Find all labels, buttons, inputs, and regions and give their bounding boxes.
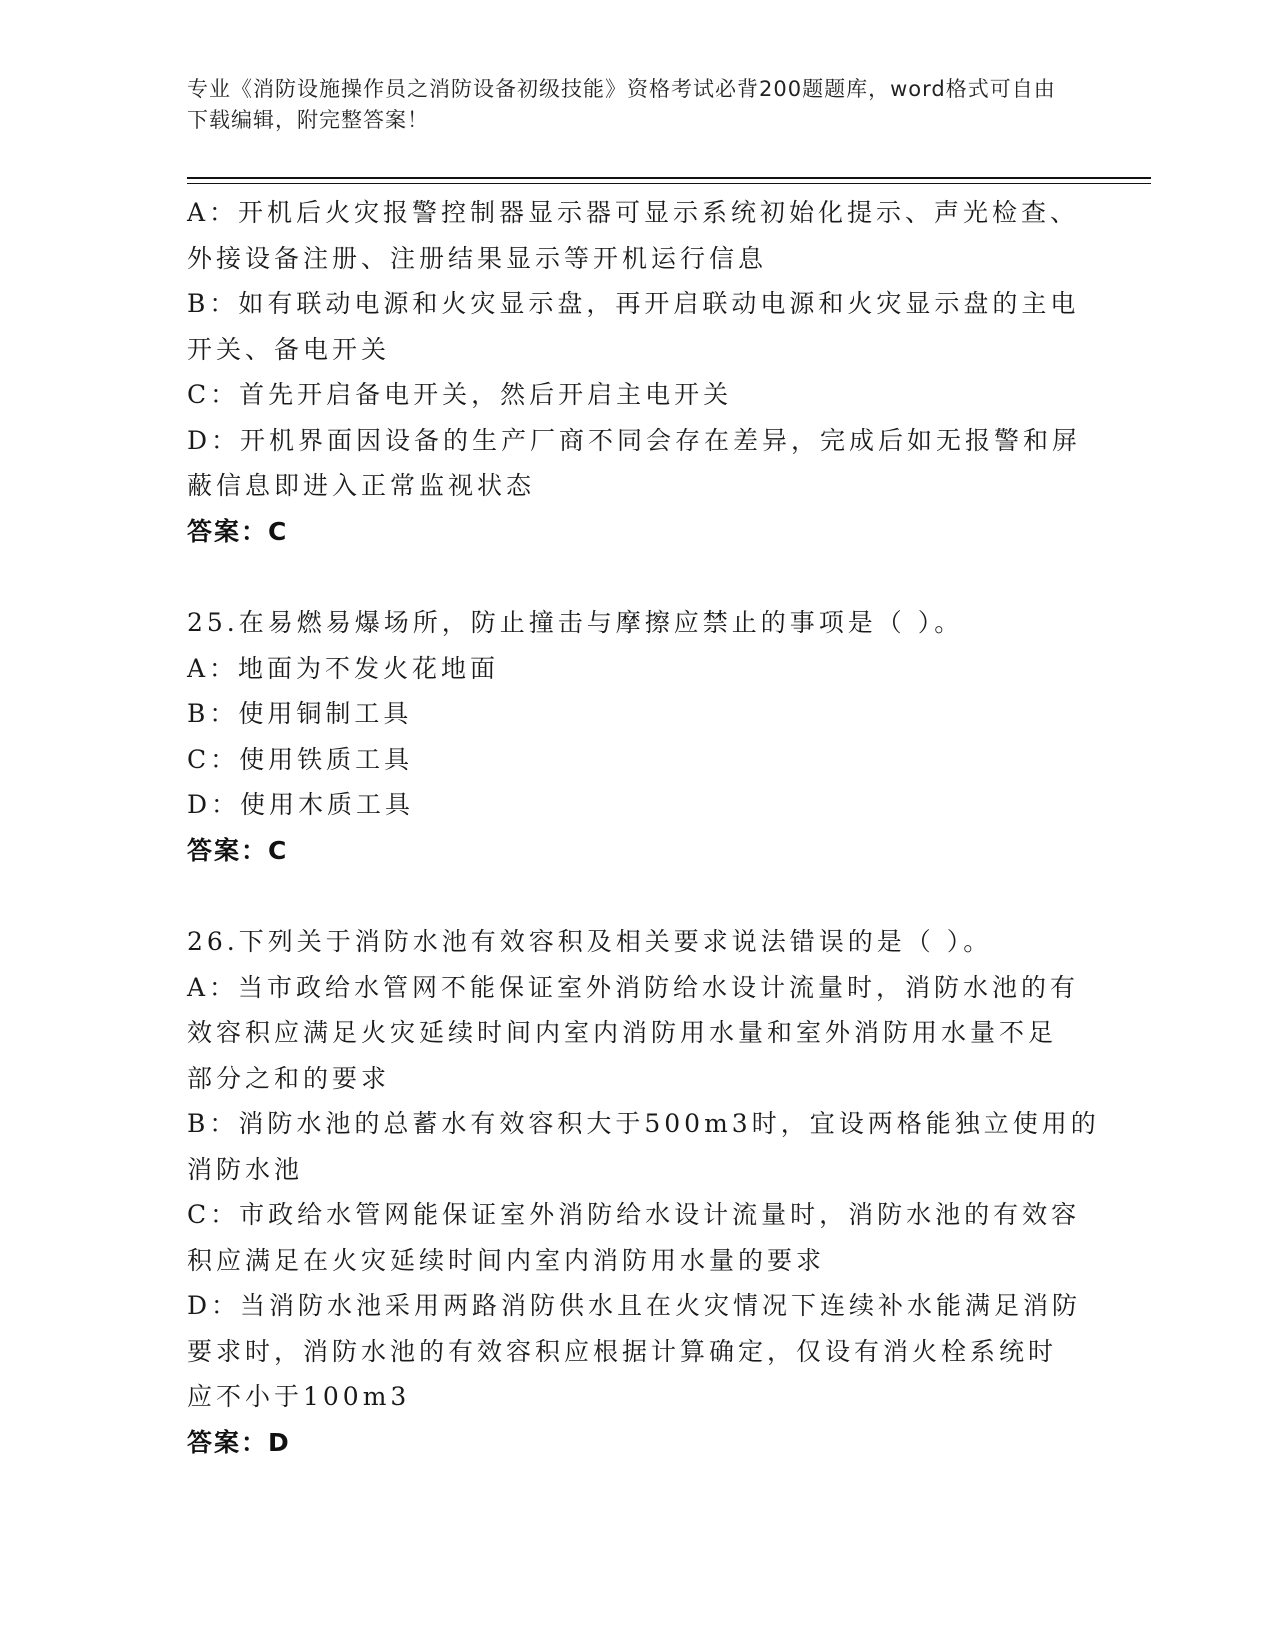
q26-answer: 答案：D xyxy=(187,1427,291,1457)
q25-question: 25.在易燃易爆场所，防止撞击与摩擦应禁止的事项是（ ）。 xyxy=(187,608,964,637)
q26-option-a-line-2: 效容积应满足火灾延续时间内室内消防用水量和室外消防用水量不足 xyxy=(187,1018,1058,1047)
q26-question: 26.下列关于消防水池有效容积及相关要求说法错误的是（ ）。 xyxy=(187,927,993,956)
q24-option-d-line-1: D：开机界面因设备的生产厂商不同会存在差异，完成后如无报警和屏 xyxy=(187,425,1082,455)
question-content xyxy=(187,190,1100,1465)
q24-option-c: C：首先开启备电开关，然后开启主电开关 xyxy=(187,380,733,409)
question-gap xyxy=(187,873,1077,919)
q25-option-a: A：地面为不发火花地面 xyxy=(187,653,500,683)
q26-option-c-line-2: 积应满足在火灾延续时间内室内消防用水量的要求 xyxy=(187,1245,826,1275)
q26-option-b-line-1: B：消防水池的总蓄水有效容积大于500m3时，宜设两格能独立使用的 xyxy=(187,1109,1100,1138)
q24-option-b-line-1: B：如有联动电源和火灾显示盘，再开启联动电源和火灾显示盘的主电 xyxy=(187,289,1080,318)
question-26 xyxy=(187,919,1100,1465)
q24-option-d-line-2: 蔽信息即进入正常监视状态 xyxy=(187,471,536,500)
q26-option-a-line-1: A：当市政给水管网不能保证室外消防给水设计流量时，消防水池的有 xyxy=(187,972,1080,1002)
q25-answer: 答案：C xyxy=(187,835,289,865)
q25-option-d: D：使用木质工具 xyxy=(187,790,415,819)
q26-option-a-line-3: 部分之和的要求 xyxy=(187,1063,391,1093)
question-25 xyxy=(187,600,1077,873)
q24-option-a-line-1: A：开机后火灾报警控制器显示器可显示系统初始化提示、声光检查、 xyxy=(187,198,1080,227)
q25-option-b: B：使用铜制工具 xyxy=(187,699,413,728)
q24-answer: 答案：C xyxy=(187,516,289,546)
q24-option-a-line-2: 外接设备注册、注册结果显示等开机运行信息 xyxy=(187,243,768,273)
q26-option-b-line-2: 消防水池 xyxy=(187,1154,304,1184)
q26-option-c-line-1: C：市政给水管网能保证室外消防给水设计流量时，消防水池的有效容 xyxy=(187,1200,1081,1229)
q26-option-d-line-3: 应不小于100m3 xyxy=(187,1382,411,1411)
q24-option-b-line-2: 开关、备电开关 xyxy=(187,334,391,364)
header-rule-thick xyxy=(187,177,1151,179)
q25-option-c: C：使用铁质工具 xyxy=(187,744,414,774)
q26-option-d-line-2: 要求时，消防水池的有效容积应根据计算确定，仅设有消火栓系统时 xyxy=(187,1336,1058,1366)
question-gap xyxy=(187,554,1077,600)
document-header: 专业《消防设施操作员之消防设备初级技能》资格考试必背200题题库，word格式可自由下载编辑，附完整答案！ xyxy=(187,77,1056,132)
header-rule-thin xyxy=(187,183,1151,184)
question-24-options xyxy=(187,190,1082,554)
q26-option-d-line-1: D：当消防水池采用两路消防供水且在火灾情况下连续补水能满足消防 xyxy=(187,1291,1082,1320)
